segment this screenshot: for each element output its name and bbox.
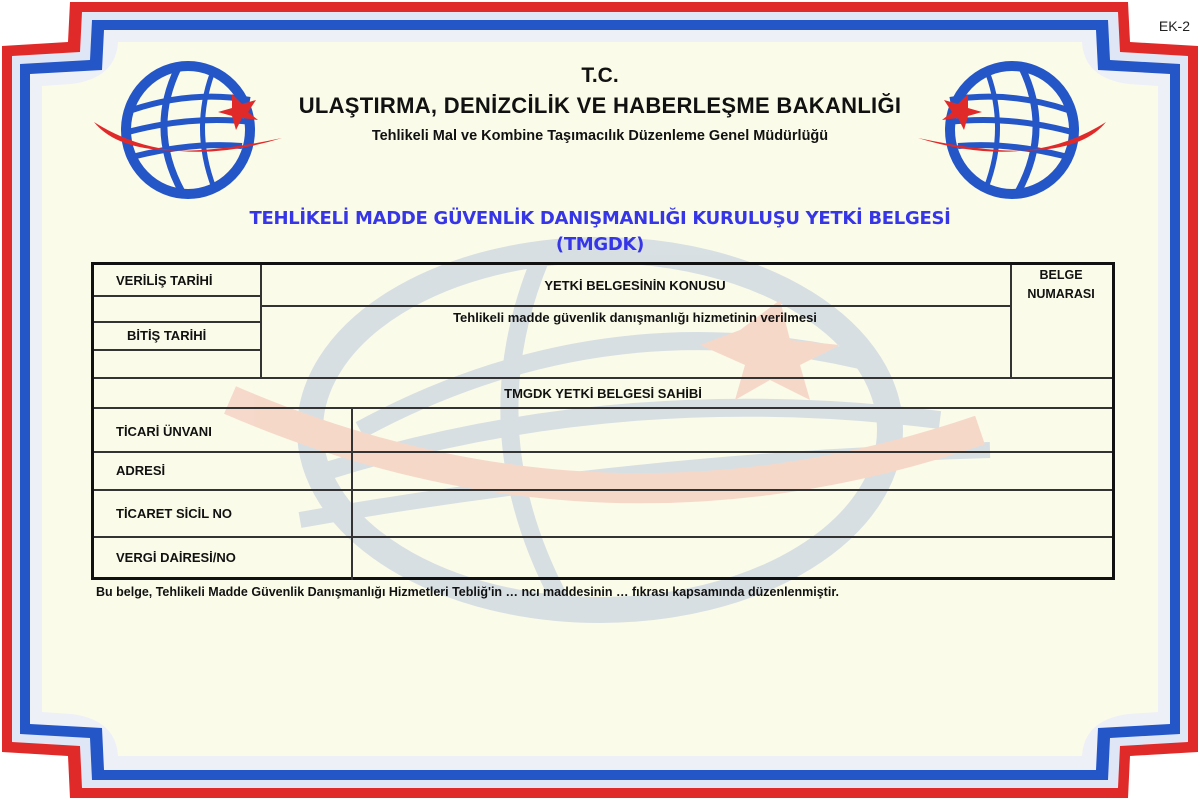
certificate-number-label-2: NUMARASI (1027, 287, 1095, 301)
page-code: EK-2 (1158, 18, 1190, 34)
expiry-date-value[interactable] (94, 354, 260, 374)
document-title-line1: TEHLİKELİ MADDE GÜVENLİK DANIŞMANLIĞI KURULUŞU YETKİ BELGESİ (249, 208, 951, 229)
issue-date-label: VERİLİŞ TARİHİ (116, 273, 213, 288)
header-tc: T.C. (581, 64, 619, 87)
subject-value: Tehlikeli madde güvenlik danışmanlığı hizmetinin verilmesi (453, 310, 817, 325)
subject-header: YETKİ BELGESİNİN KONUSU (544, 278, 726, 293)
expiry-date-label: BİTİŞ TARİHİ (127, 328, 207, 343)
holder-field-label: ADRESİ (116, 463, 166, 478)
document-title-line2: (TMGDK) (555, 234, 645, 255)
certificate-number-label-1: BELGE (1039, 268, 1083, 282)
directorate-name: Tehlikeli Mal ve Kombine Taşımacılık Düzenleme Genel Müdürlüğü (371, 128, 829, 144)
holder-field-label: TİCARİ ÜNVANI (116, 424, 212, 439)
ministry-name: ULAŞTIRMA, DENİZCİLİK VE HABERLEŞME BAKANLIĞI (298, 93, 902, 118)
footer-note: Bu belge, Tehlikeli Madde Güvenlik Danışmanlığı Hizmetleri Tebliğ'in … ncı maddesinin … fıkrası kapsamında düzenlenmiştir. (96, 585, 839, 599)
holder-section-title: TMGDK YETKİ BELGESİ SAHİBİ (504, 386, 702, 401)
certificate-form-table (91, 262, 1115, 580)
document-title (0, 206, 1200, 258)
issue-date-value[interactable] (94, 300, 260, 320)
holder-field-label: VERGİ DAİRESİ/NO (116, 550, 236, 565)
holder-field-label: TİCARET SİCİL NO (116, 506, 233, 521)
